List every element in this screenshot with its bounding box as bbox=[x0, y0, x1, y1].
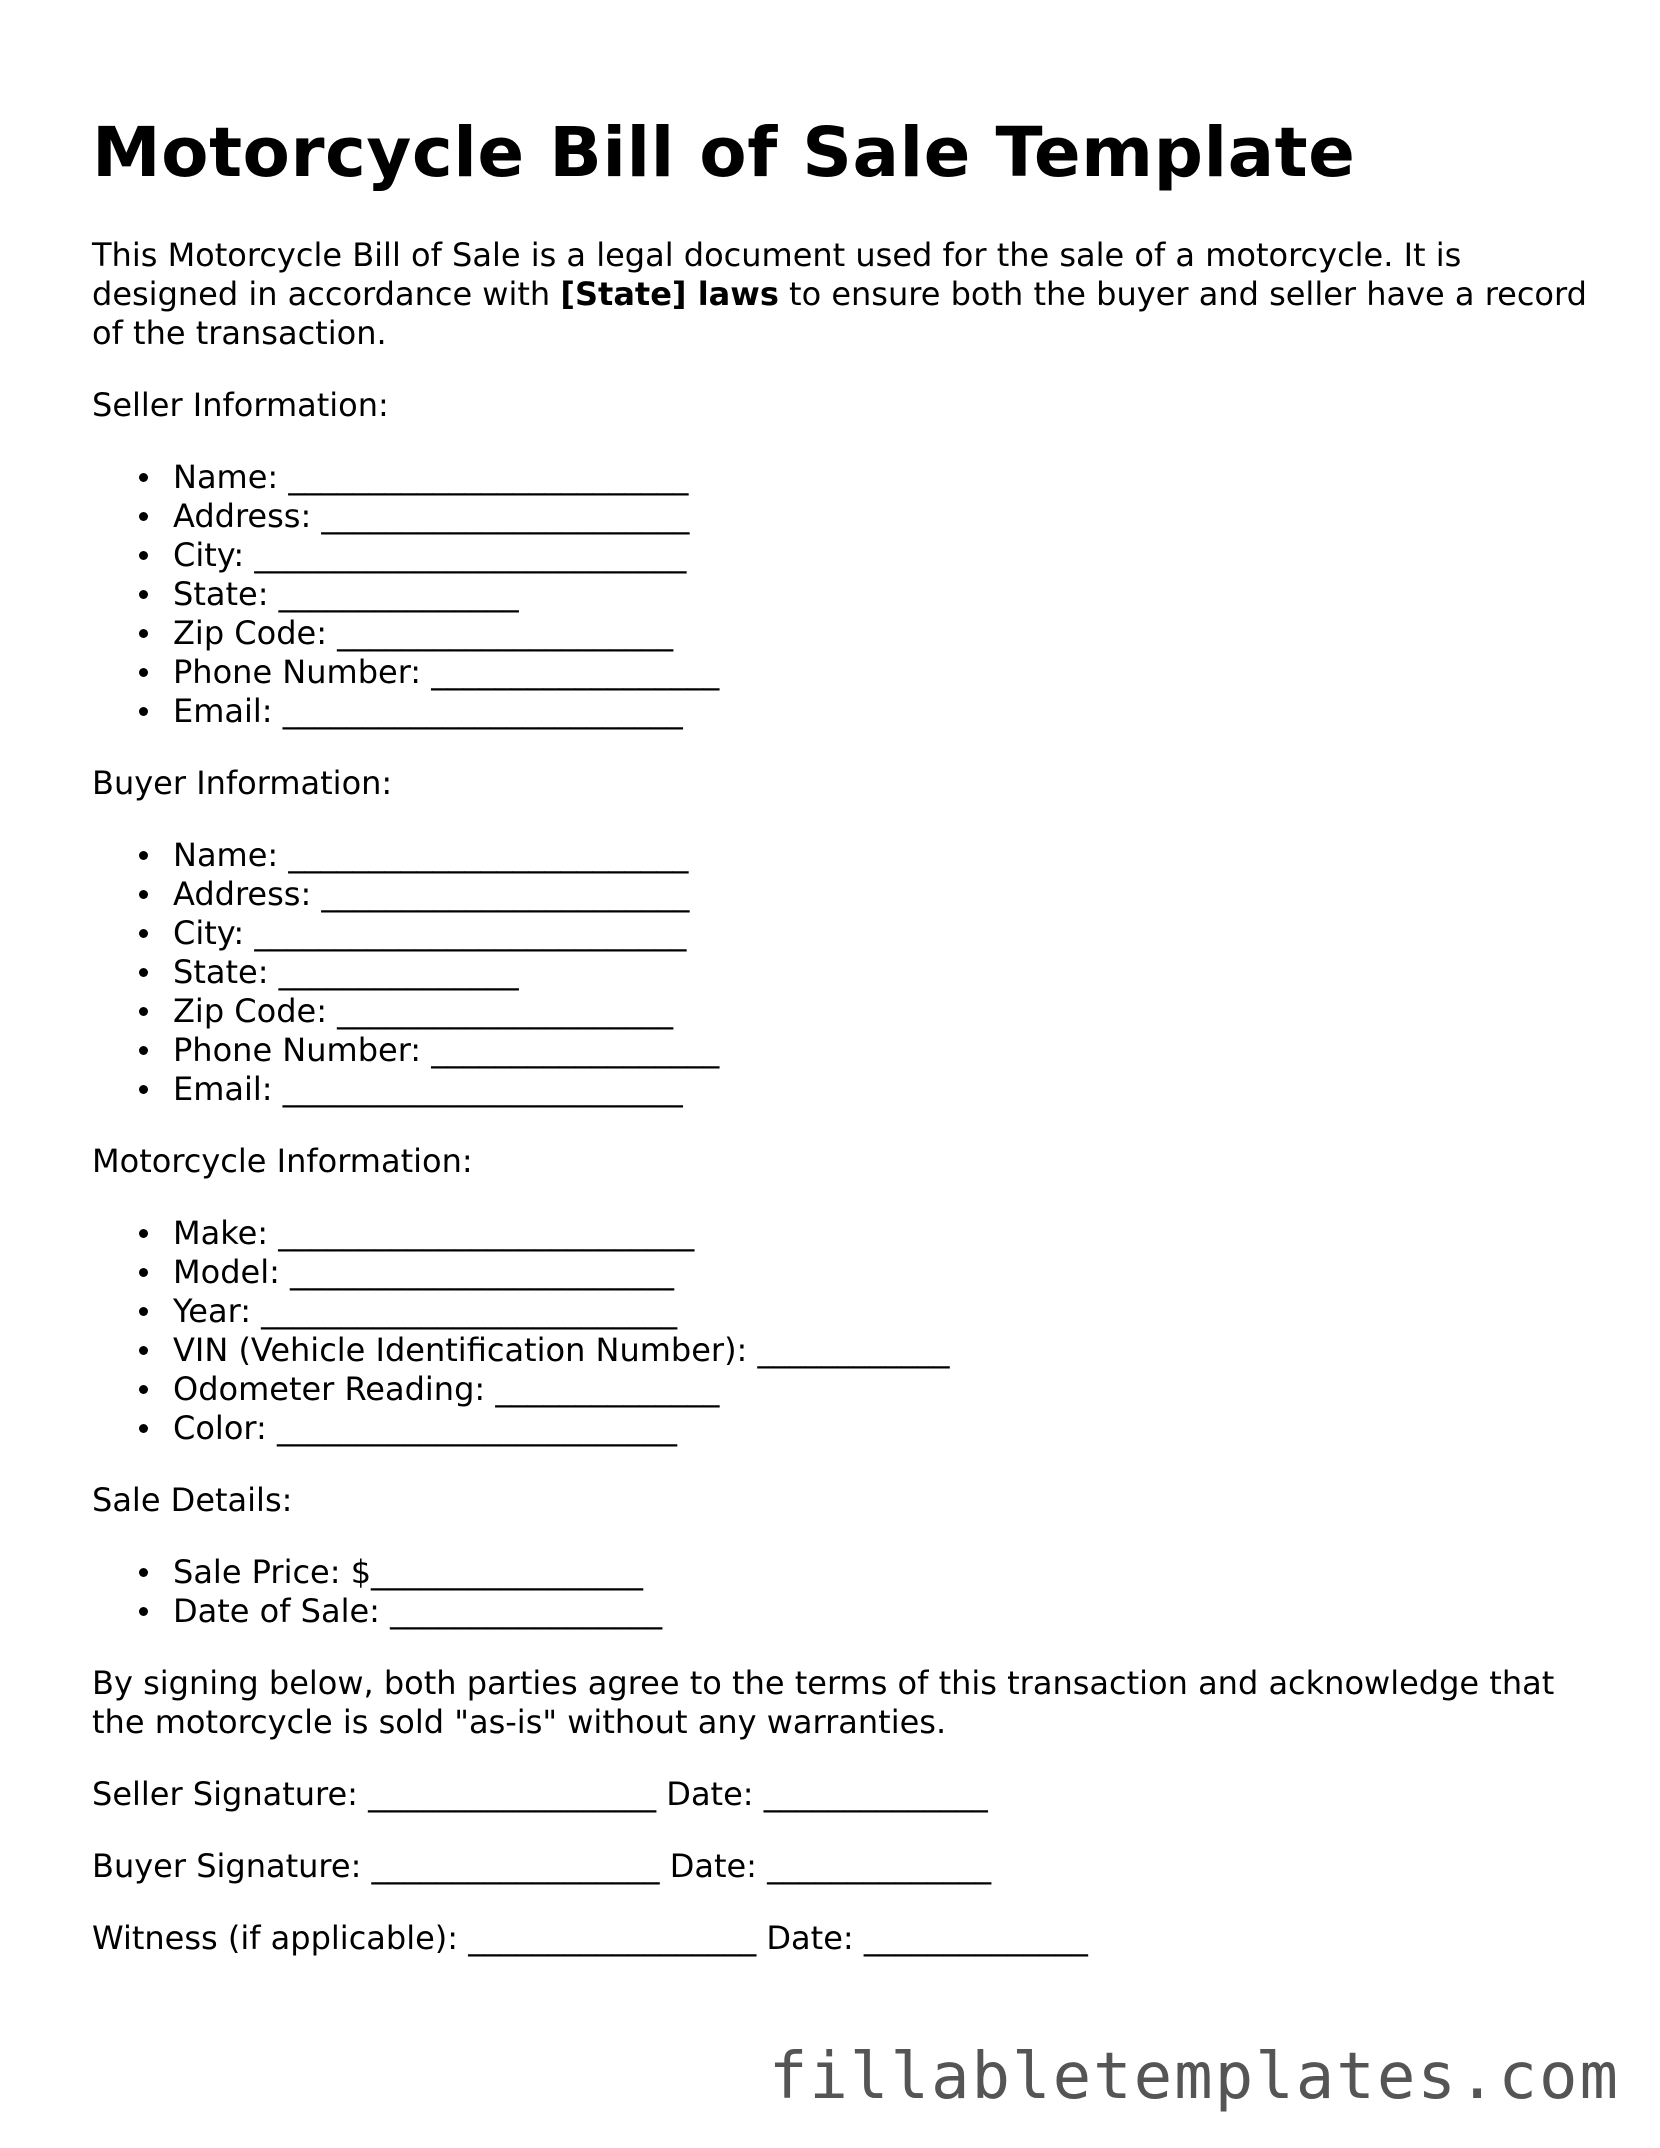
buyer-signature-line[interactable]: Buyer Signature: __________________ Date: ______________ bbox=[92, 1846, 992, 1885]
closing-statement: By signing below, both parties agree to the terms of this transaction and acknowledge that the motorcycle is sold "as-is" without any warranties. bbox=[92, 1663, 1555, 1741]
buyer-address-field[interactable]: Address: _______________________ bbox=[173, 875, 1592, 914]
motorcycle-fields-list bbox=[92, 1214, 1592, 1448]
sale-price-field[interactable]: Sale Price: $_________________ bbox=[173, 1553, 1592, 1592]
seller-phone-field[interactable]: Phone Number: __________________ bbox=[173, 653, 1592, 692]
buyer-phone-field[interactable]: Phone Number: __________________ bbox=[173, 1031, 1592, 1070]
motorcycle-odometer-field[interactable]: Odometer Reading: ______________ bbox=[173, 1370, 1592, 1409]
sale-fields-list bbox=[92, 1553, 1592, 1631]
buyer-state-field[interactable]: State: _______________ bbox=[173, 953, 1592, 992]
intro-state-laws: [State] laws bbox=[560, 274, 779, 313]
document-page bbox=[92, 113, 1592, 1958]
intro-paragraph bbox=[92, 236, 1592, 353]
motorcycle-model-field[interactable]: Model: ________________________ bbox=[173, 1253, 1592, 1292]
watermark-text: fillabletemplates.com bbox=[768, 2040, 1620, 2114]
intro-text-end: to ensure both the buyer and seller have a record of the transaction. bbox=[92, 274, 1587, 352]
sale-date-field[interactable]: Date of Sale: _________________ bbox=[173, 1592, 1592, 1631]
sale-section-heading: Sale Details: bbox=[92, 1480, 293, 1519]
motorcycle-color-field[interactable]: Color: _________________________ bbox=[173, 1409, 1592, 1448]
buyer-fields-list bbox=[92, 836, 1592, 1109]
buyer-city-field[interactable]: City: ___________________________ bbox=[173, 914, 1592, 953]
intro-text-start: This Motorcycle Bill of Sale is a legal document used for the sale of a motorcycle. It is designed in accordance with bbox=[92, 235, 1462, 313]
page-title: Motorcycle Bill of Sale Template bbox=[92, 113, 1356, 193]
witness-signature-line[interactable]: Witness (if applicable): __________________ Date: ______________ bbox=[92, 1918, 1088, 1957]
buyer-zip-field[interactable]: Zip Code: _____________________ bbox=[173, 992, 1592, 1031]
buyer-section-heading: Buyer Information: bbox=[92, 763, 393, 802]
seller-section-heading: Seller Information: bbox=[92, 385, 389, 424]
seller-address-field[interactable]: Address: _______________________ bbox=[173, 497, 1592, 536]
seller-name-field[interactable]: Name: _________________________ bbox=[173, 458, 1592, 497]
seller-fields-list bbox=[92, 458, 1592, 731]
seller-state-field[interactable]: State: _______________ bbox=[173, 575, 1592, 614]
seller-city-field[interactable]: City: ___________________________ bbox=[173, 536, 1592, 575]
motorcycle-section-heading: Motorcycle Information: bbox=[92, 1141, 473, 1180]
motorcycle-vin-field[interactable]: VIN (Vehicle Identification Number): ____________ bbox=[173, 1331, 1592, 1370]
seller-email-field[interactable]: Email: _________________________ bbox=[173, 692, 1592, 731]
seller-zip-field[interactable]: Zip Code: _____________________ bbox=[173, 614, 1592, 653]
buyer-name-field[interactable]: Name: _________________________ bbox=[173, 836, 1592, 875]
motorcycle-make-field[interactable]: Make: __________________________ bbox=[173, 1214, 1592, 1253]
buyer-email-field[interactable]: Email: _________________________ bbox=[173, 1070, 1592, 1109]
seller-signature-line[interactable]: Seller Signature: __________________ Date: ______________ bbox=[92, 1774, 988, 1813]
motorcycle-year-field[interactable]: Year: __________________________ bbox=[173, 1292, 1592, 1331]
